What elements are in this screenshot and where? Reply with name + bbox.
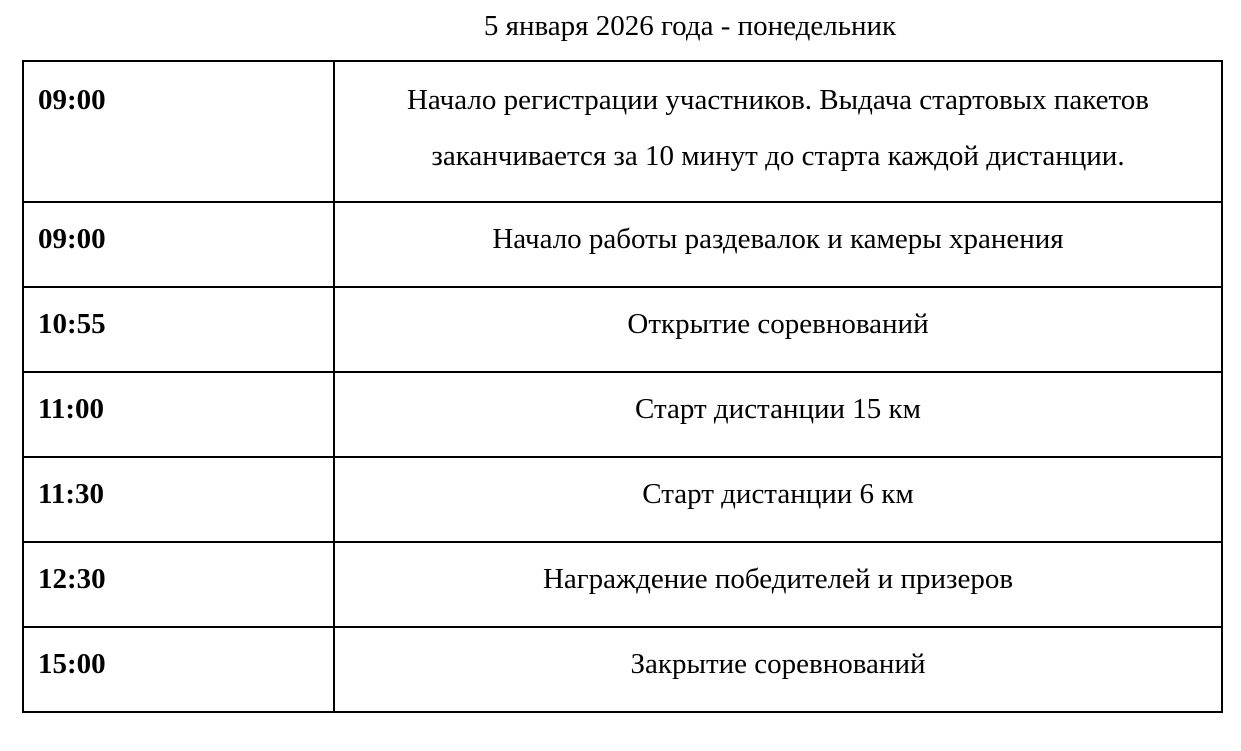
time-cell bbox=[23, 202, 334, 287]
table-row bbox=[23, 542, 1222, 627]
event-text: Начало работы раздевалок и камеры хранения bbox=[492, 223, 1064, 255]
table-row bbox=[23, 202, 1222, 287]
table-row bbox=[23, 372, 1222, 457]
time-text: 12:30 bbox=[38, 563, 106, 595]
table-row bbox=[23, 287, 1222, 372]
event-cell bbox=[334, 457, 1222, 542]
time-text: 10:55 bbox=[38, 308, 106, 340]
event-text: Старт дистанции 6 км bbox=[642, 478, 914, 510]
event-cell bbox=[334, 627, 1222, 712]
time-text: 11:00 bbox=[38, 393, 105, 425]
event-text: Награждение победителей и призеров bbox=[542, 563, 1014, 595]
time-text: 09:00 bbox=[38, 84, 106, 116]
time-cell bbox=[23, 372, 334, 457]
time-text: 09:00 bbox=[38, 223, 106, 255]
page-title: 5 января 2026 года - понедельник bbox=[483, 10, 897, 42]
schedule-table bbox=[22, 60, 1223, 713]
event-cell bbox=[334, 372, 1222, 457]
event-text: Старт дистанции 15 км bbox=[635, 393, 921, 425]
time-cell bbox=[23, 287, 334, 372]
time-cell bbox=[23, 542, 334, 627]
time-cell bbox=[23, 627, 334, 712]
event-text: Закрытие соревнований bbox=[630, 648, 926, 680]
table-row bbox=[23, 61, 1222, 202]
time-cell bbox=[23, 457, 334, 542]
event-text: Начало регистрации участников. Выдача стартовых пакетов заканчивается за 10 минут до старта каждой дистанции. bbox=[406, 84, 1150, 172]
event-cell bbox=[334, 287, 1222, 372]
time-text: 15:00 bbox=[38, 648, 106, 680]
time-text: 11:30 bbox=[38, 478, 105, 510]
event-cell bbox=[334, 542, 1222, 627]
event-cell bbox=[334, 61, 1222, 202]
table-row bbox=[23, 627, 1222, 712]
event-cell bbox=[334, 202, 1222, 287]
time-cell bbox=[23, 61, 334, 202]
table-row bbox=[23, 457, 1222, 542]
event-text: Открытие соревнований bbox=[627, 308, 929, 340]
